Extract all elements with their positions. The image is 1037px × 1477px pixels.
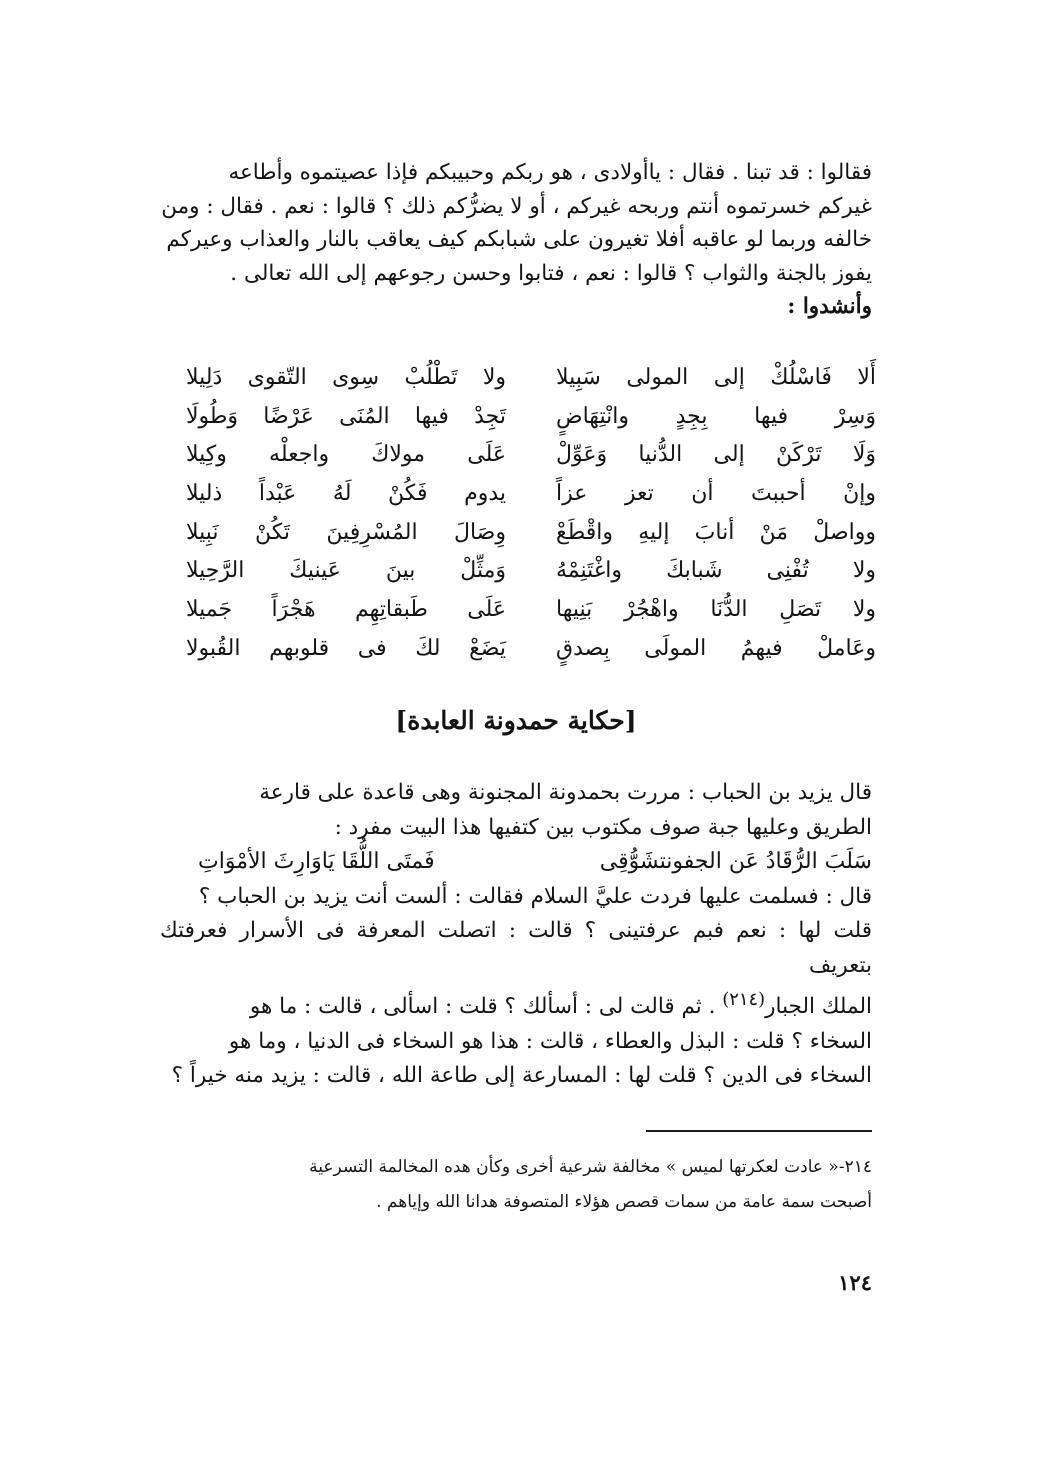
poem-first-hemistich: ولا تَصَلِ الدُّنَا واهْجُرْ بَنِيها xyxy=(556,596,876,622)
footnote xyxy=(160,1150,872,1220)
poem-first-hemistich: أَلا فَاسْلُكْ إلى المولى سَبِيلا xyxy=(556,364,876,390)
poem-first-hemistich: ولا تُفْنِى شَبابكَ واغْتَنِمْهُ xyxy=(556,558,876,584)
poem-first-hemistich: وعَاملْ فيهمُ المولَى بِصدقٍ xyxy=(556,635,876,661)
story-text-segment: الملك الجبار xyxy=(765,994,872,1020)
section-title: [حكاية حمدونة العابدة] xyxy=(395,706,637,735)
story-line: قال يزيد بن الحباب : مررت بحمدونة المجنونة وهى قاعدة على قارعة xyxy=(259,780,872,805)
quoted-verse-first: سَلَبَ الرُّقَادُ عَن الجفونتشَوُّقِى xyxy=(599,849,872,874)
prose-line: غيركم خسرتموه أنتم وربحه غيركم ، أو لا يضرُّكم ذلك ؟ قالوا : نعم . فقال : ومن xyxy=(161,193,872,219)
footnote-reference: (٢١٤) xyxy=(722,989,766,1010)
story-line: قلت لها : نعم فبم عرفتينى ؟ قالت : اتصلت المعرفة فى الأسرار فعرفتك بتعريف xyxy=(160,918,872,978)
poem-second-hemistich: تَجِدْ فيها المُنَى عَرْضًا وَطُولَا xyxy=(186,403,506,429)
poem-verse xyxy=(186,629,876,668)
poem-second-hemistich: يَضَعْ لكَ فى قلوبهم القُبولا xyxy=(186,635,506,661)
story-line xyxy=(160,983,872,1025)
prose-line: خالفه وربما لو عاقبه أفلا تغيرون على شبابكم كيف يعاقب بالنار والعذاب وعيركم xyxy=(166,227,872,252)
poem-second-hemistich: ولا تَطْلُبْ سِوى التّقوى دَلِيلا xyxy=(186,364,506,390)
poem-second-hemistich: عَلَى مولاكَ واجعلْه وكِيلا xyxy=(186,442,506,468)
story-line: الطريق وعليها جبة صوف مكتوب بين كتفيها هذا البيت مفرد : xyxy=(334,814,872,840)
poem-first-hemistich: وَسِرْ فيها بِجِدٍ وانْتِهَاضٍ xyxy=(556,403,876,429)
poem-verse xyxy=(186,358,876,397)
story-text-segment: . ثم قالت لى : أسألك ؟ قلت : اسألى ، قالت : ما هو xyxy=(249,994,723,1020)
poem-second-hemistich: وِصَالَ المُسْرِفِينَ تَكُنْ نَبِيلا xyxy=(186,519,506,545)
poem-first-hemistich: وواصلْ مَنْ أنابَ إليهِ واقْطَعْ xyxy=(556,519,876,545)
poem-verse xyxy=(186,435,876,474)
quoted-verse-second: فَمتَى اللُّقَا يَاوَارِثَ الأمْوَاتِ xyxy=(198,849,435,874)
story-line: السخاء ؟ قلت : البذل والعطاء ، قالت : هذا هو السخاء فى الدنيا ، وما هو xyxy=(228,1028,872,1054)
poem-intro: وأنشدوا : xyxy=(787,294,872,319)
story-line: السخاء فى الدين ؟ قلت لها : المسارعة إلى طاعة الله ، قالت : يزيد منه خيراً ؟ xyxy=(171,1063,872,1089)
footnote-line: ٢١٤-« عادت لعكرتها لميس » مخالفة شرعية أخرى وكأن هده المخالمة التسرعية xyxy=(309,1157,872,1177)
poem-first-hemistich: وإنْ أحببتَ أن تعز عزاً xyxy=(556,480,876,506)
poem-second-hemistich: وَمثِّلْ بينَ عَينيكَ الرَّحِيلا xyxy=(186,558,506,584)
poem-verse xyxy=(186,474,876,513)
poem-first-hemistich: وَلَا تَرْكَنْ إلى الدُّنيا وَعَوِّلْ xyxy=(556,442,876,468)
footnote-line: أصبحت سمة عامة من سمات قصص هؤلاء المتصوفة هدانا الله وإياهم . xyxy=(376,1192,872,1212)
opening-prose xyxy=(160,156,872,324)
prose-line: فقالوا : قد تبنا . فقال : ياأولادى ، هو ربكم وحبيبكم فإذا عصيتموه وأطاعه xyxy=(228,160,872,185)
poem-verse xyxy=(186,397,876,436)
poem-second-hemistich: عَلَى طَبقاتِهِم هَجْرَاً جَميلا xyxy=(186,596,506,622)
footnote-divider xyxy=(646,1130,872,1132)
poem-verse xyxy=(186,551,876,590)
quoted-verse xyxy=(160,845,872,880)
poem-verse xyxy=(186,513,876,552)
story-line: قال : فسلمت عليها فردت عليَّ السلام فقالت : ألست أنت يزيد بن الحباب ؟ xyxy=(198,883,872,909)
poem-verse xyxy=(186,590,876,629)
prose-line: يفوز بالجنة والثواب ؟ قالوا : نعم ، فتابوا وحسن رجوعهم إلى الله تعالى . xyxy=(230,260,872,286)
poem xyxy=(186,358,876,668)
story-text xyxy=(160,776,872,1094)
poem-second-hemistich: يدوم فَكُنْ لَهُ عَبْداً ذليلا xyxy=(186,480,506,506)
page-number: ١٢٤ xyxy=(838,1270,872,1295)
